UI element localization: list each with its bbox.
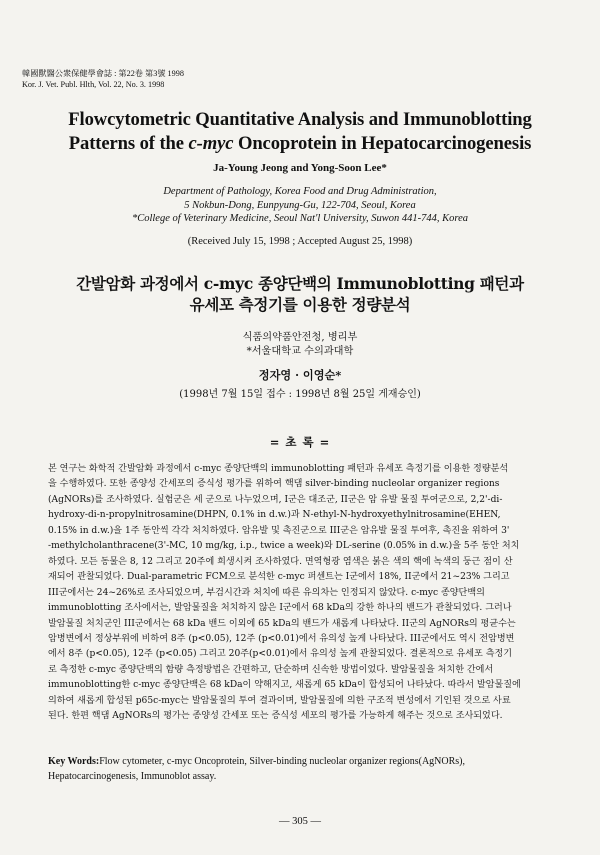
korean-dates: (1998년 7월 15일 접수 : 1998년 8월 25일 게재승인): [179, 389, 421, 400]
abstract-line: hydroxy-di-n-propylnitrosamine(DHPN, 0.1% in d.w.)과 N-ethyl-N-hydroxyethylnitrosamine(EHEN,: [48, 510, 501, 521]
korean-title-line-2: 유세포 측정기를 이용한 정량분석: [189, 295, 411, 314]
abstract-line: 암병변에서 정상부위에 비하여 8주 (p<0.05), 12주 (p<0.01)에서 유의성 높게 나타났다. III군에서도 역시 전암병변: [48, 633, 515, 644]
abstract-line: 로 측정한 c-myc 종양단백의 함량 측정방법은 간편하고, 단순하며 신속한 방법이었다. 발암물질을 처치한 간에서: [48, 664, 494, 675]
journal-line-korean: 韓國獸醫公衆保健學會誌 : 第22卷 第3號 1998: [22, 69, 184, 78]
author-list: Ja-Young Jeong and Yong-Soon Lee*: [213, 162, 387, 174]
abstract-line: 0.15% in d.w.)을 1주 동안씩 각각 처치하였다. 암유발 및 촉진군으로 III군은 암유발 물질 투여후, 촉진을 위하여 3': [48, 525, 510, 536]
affiliation-line: *College of Veterinary Medicine, Seoul Nat'l University, Suwon 441-744, Korea: [131, 213, 469, 224]
korean-affiliation-line: *서울대학교 수의과대학: [246, 345, 354, 357]
abstract-line: 하였다. 모든 동물은 8, 12 그리고 20주에 희생시켜 조사하였다. 면역형광 염색은 붉은 색의 핵에 녹색의 둥근 점이 산: [48, 556, 513, 567]
abstract-line: immunoblotting 조사에서는, 발암물질을 처치하지 않은 I군에서 68 kDa의 강한 하나의 밴드가 관찰되었다. 그러나: [48, 603, 512, 614]
title-line-1: Flowcytometric Quantitative Analysis and Immunoblotting: [68, 109, 532, 130]
page-number: — 305 —: [279, 816, 321, 827]
keywords-line-2: Hepatocarcinogenesis, Immunoblot assay.: [48, 770, 217, 782]
korean-authors: 정자영 · 이영순*: [258, 368, 342, 382]
journal-line-english: Kor. J. Vet. Publ. Hlth, Vol. 22, No. 3. 1998: [22, 80, 165, 89]
abstract-heading: = 초 록 =: [269, 435, 331, 449]
keywords-line-1: [48, 755, 566, 770]
abstract-line: 에서 8주 (p<0.05), 12주 (p<0.05) 그리고 20주(p<0.01)에서 유의성 높게 관찰되었다. 결론적으로 유세포 측정기: [48, 649, 513, 660]
korean-affiliation-line: 식품의약품안전청, 병리부: [242, 332, 358, 343]
abstract-line: 본 연구는 화학적 간발암화 과정에서 c-myc 종양단백의 immunoblotting 패턴과 유세포 측정기를 이용한 정량분석: [48, 464, 509, 474]
abstract-line: immunoblotting한 c-myc 종양단백은 68 kDa이 약해지고, 새롭게 65 kDa이 합성되어 나타났다. 따라서 발암물질에: [48, 680, 521, 691]
korean-title-line-1: 간발암화 과정에서 c-myc 종양단백의 Immunoblotting 패턴과: [76, 274, 524, 293]
abstract-body: [48, 462, 566, 725]
paper-title: [0, 108, 600, 156]
affiliation-line: 5 Nokbun-Dong, Eunpyung-Gu, 122-704, Seoul, Korea: [184, 199, 416, 211]
received-dates: (Received July 15, 1998 ; Accepted August 25, 1998): [187, 236, 413, 247]
abstract-line: III군에서는 24~26%로 조사되었으며, 부검시간과 처치에 따른 유의차는 인정되지 않았다. c-myc 종양단백의: [48, 587, 485, 598]
keywords-label: Key Words:: [48, 756, 100, 767]
abstract-line: -methylcholanthracene(3'-MC, 10 mg/kg, i.p., twice a week)와 DL-serine (0.05% in d.w.)을 5주 동안 처치: [48, 541, 520, 552]
abstract-line: 발암물질 처치군인 III군에서는 68 kDa 밴드 이외에 65 kDa의 밴드가 새롭게 나타났다. II군의 AgNORs의 평균수는: [48, 618, 516, 629]
abstract-line: 된다. 한편 핵댐 AgNORs의 평가는 종양성 간세포 또는 증식성 세포의 평가를 가능하게 해주는 것으로 조사되었다.: [48, 711, 503, 722]
title-line-2-italic: c-myc: [188, 133, 234, 154]
title-line-2: [0, 132, 600, 156]
abstract-line: (AgNORs)를 조사하였다. 실험군은 세 군으로 나누었으며, I군은 대조군, II군은 암 유발 물질 투여군으로, 2,2'-di-: [48, 494, 503, 505]
keywords: [48, 755, 566, 784]
affiliation-line: Department of Pathology, Korea Food and Drug Administration,: [163, 186, 437, 197]
abstract-line: 을 수행하였다. 또한 종양성 간세포의 증식성 평가를 위하여 핵댐 silver-binding nucleolar organizer regions: [48, 479, 500, 490]
korean-title: [0, 273, 600, 315]
korean-affiliations: [0, 331, 600, 358]
keywords-text-1: Flow cytometer, c-myc Oncoprotein, Silver-binding nucleolar organizer regions(AgNORs),: [99, 756, 466, 767]
journal-header: [22, 68, 184, 90]
title-line-2-pre: Patterns of the: [68, 133, 189, 154]
affiliations: [0, 185, 600, 226]
abstract-line: 의하여 새롭게 합성된 p65c-myc는 발암물질의 투여 결과이며, 발암물질에 의한 구조적 변성에서 기인된 것으로 사료: [48, 695, 511, 706]
title-line-2-post: Oncoprotein in Hepatocarcinogenesis: [233, 133, 532, 154]
abstract-line: 재되어 관찰되었다. Dual-parametric FCM으로 분석한 c-myc 퍼센트는 I군에서 18%, II군에서 21~23% 그리고: [48, 572, 510, 583]
